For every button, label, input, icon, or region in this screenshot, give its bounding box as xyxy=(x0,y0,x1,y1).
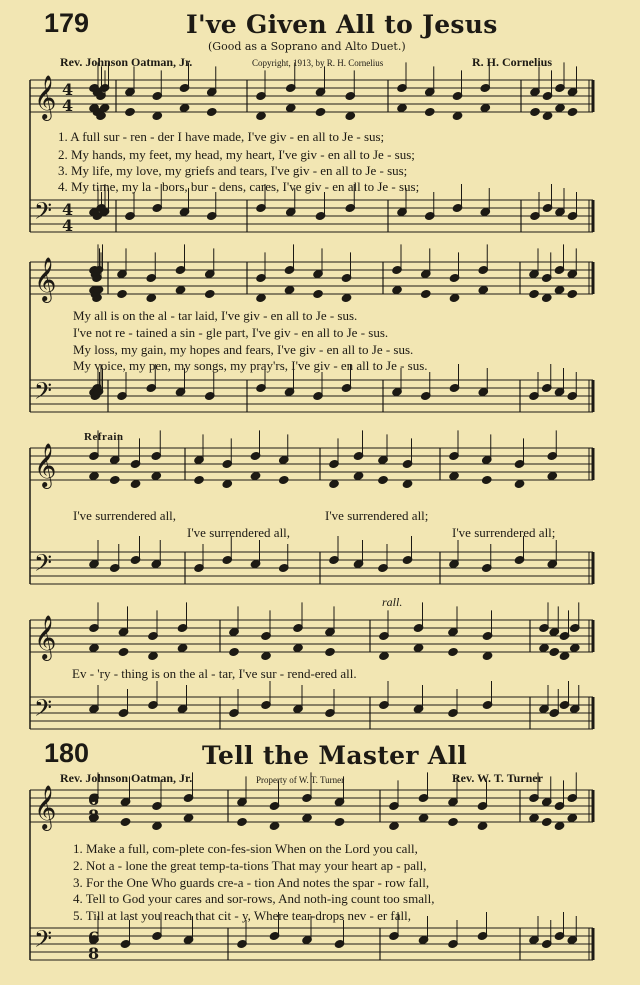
note-head xyxy=(482,475,492,484)
note-head xyxy=(334,817,344,826)
treble-clef-icon: 𝄞 xyxy=(34,257,57,301)
note-head xyxy=(539,643,549,652)
refrain-text-1: I've surrendered all, xyxy=(73,508,177,523)
note-head xyxy=(313,289,323,298)
time-signature-top: 4 xyxy=(62,200,74,219)
note-head xyxy=(179,103,189,112)
verse-180-1: 1. Make a full, com-plete con-fes-sion When on the Lord you call, xyxy=(73,841,418,856)
note-head xyxy=(117,289,127,298)
verse-180-5: 5. Till at last you reach that cit - y, Where tear-drops nev - er fall, xyxy=(73,908,411,923)
note-head xyxy=(293,643,303,652)
time-signature-top: 4 xyxy=(62,80,74,99)
refrain-text-4: I've surrendered all; xyxy=(452,525,556,540)
note-head xyxy=(302,813,312,822)
note-head xyxy=(421,289,431,298)
hymn-title: I've Given All to Jesus xyxy=(186,10,498,39)
note-head xyxy=(567,107,577,116)
note-head xyxy=(379,651,389,660)
treble-clef-icon: 𝄞 xyxy=(34,75,57,119)
note-head xyxy=(425,107,435,116)
hymn-number: 179 xyxy=(44,8,90,38)
note-head xyxy=(530,107,540,116)
refrain-text-5: Ev - 'ry - thing is on the al - tar, I've sur - rend-ered all. xyxy=(72,666,357,681)
hymn-subtitle: (Good as a Soprano and Alto Duet.) xyxy=(208,40,406,53)
bass-clef-icon: 𝄢 xyxy=(34,549,53,582)
note-head xyxy=(392,285,402,294)
note-head xyxy=(397,103,407,112)
note-head xyxy=(482,651,492,660)
note-head xyxy=(237,817,247,826)
verse-180-3: 3. For the One Who guards cre-a - tion And notes the spar - row fall, xyxy=(73,875,430,890)
copyright-notice: Copyright, 1913, by R. H. Cornelius xyxy=(252,58,384,68)
note-head xyxy=(542,111,552,120)
note-head xyxy=(567,813,577,822)
note-head xyxy=(514,479,524,488)
note-head xyxy=(542,817,552,826)
note-head xyxy=(547,471,557,480)
note-head xyxy=(125,107,135,116)
note-head xyxy=(567,289,577,298)
verse-2-line-1: 2. My hands, my feet, my head, my heart, I've giv - en all to Je - sus; xyxy=(58,147,415,162)
bass-clef-icon: 𝄢 xyxy=(34,925,53,958)
treble-clef-icon: 𝄞 xyxy=(34,785,57,829)
bass-clef-icon: 𝄢 xyxy=(34,694,53,727)
verse-180-4: 4. Tell to God your cares and sor-rows, And noth-ing count too small, xyxy=(73,891,435,906)
verse-2-line-2: I've not re - tained a sin - gle part, I've giv - en all to Je - sus. xyxy=(73,325,389,340)
lyricist-credit: Rev. Johnson Oatman, Jr. xyxy=(60,55,193,69)
note-head xyxy=(151,471,161,480)
verse-180-2: 2. Not a - lone the great temp-ta-tions That may your heart ap - pall, xyxy=(73,858,427,873)
note-head xyxy=(341,293,351,302)
verse-4-line-2: My voice, my pen, my songs, my pray'rs, I've giv - en all to Je - sus. xyxy=(73,358,428,373)
note-head xyxy=(554,821,564,830)
treble-clef-icon: 𝄞 xyxy=(34,615,57,659)
time-signature-bottom: 4 xyxy=(62,96,74,115)
note-head xyxy=(529,289,539,298)
note-head xyxy=(315,107,325,116)
note-head xyxy=(554,285,564,294)
note-head xyxy=(570,643,580,652)
note-head xyxy=(329,479,339,488)
note-head xyxy=(177,643,187,652)
note-head xyxy=(256,111,266,120)
note-head xyxy=(269,821,279,830)
verse-1-line-1: 1. A full sur - ren - der I have made, I've giv - en all to Je - sus; xyxy=(58,129,385,144)
note-head xyxy=(148,651,158,660)
bass-clef-icon: 𝄢 xyxy=(34,197,53,230)
refrain-text-3: I've surrendered all; xyxy=(325,508,429,523)
note-head xyxy=(286,103,296,112)
note-head xyxy=(389,821,399,830)
note-head xyxy=(378,475,388,484)
hymn-number-180: 180 xyxy=(44,738,90,768)
note-head xyxy=(402,479,412,488)
note-head xyxy=(480,103,490,112)
note-head xyxy=(183,813,193,822)
hymn-title-180: Tell the Master All xyxy=(202,741,468,770)
note-head xyxy=(152,821,162,830)
note-head xyxy=(353,471,363,480)
note-head xyxy=(449,293,459,302)
time-signature-top: 6 xyxy=(88,790,100,809)
composer-credit-180: Rev. W. T. Turner xyxy=(452,771,543,785)
note-head xyxy=(542,293,552,302)
note-head xyxy=(284,285,294,294)
note-head xyxy=(559,651,569,660)
time-signature-top: 6 xyxy=(88,928,100,947)
verse-3-line-2: My loss, my gain, my hopes and fears, I've giv - en all to Je - sus. xyxy=(73,342,414,357)
note-head xyxy=(279,475,289,484)
note-head xyxy=(555,103,565,112)
verse-4-line-1: 4. My time, my la - bors, bur - dens, cares, I've giv - en all to Je - sus; xyxy=(58,179,420,194)
note-head xyxy=(118,647,128,656)
note-head xyxy=(89,643,99,652)
time-signature-bottom: 4 xyxy=(62,216,74,235)
verse-1-line-2: My all is on the al - tar laid, I've giv - en all to Je - sus. xyxy=(73,308,358,323)
note-head xyxy=(194,475,204,484)
note-head xyxy=(256,293,266,302)
note-head xyxy=(449,471,459,480)
note-head xyxy=(549,647,559,656)
note-head xyxy=(250,471,260,480)
tempo-marking: rall. xyxy=(382,595,403,609)
bass-clef-icon: 𝄢 xyxy=(34,377,53,410)
note-head xyxy=(146,293,156,302)
note-head xyxy=(110,475,120,484)
note-head xyxy=(478,285,488,294)
refrain-text-2: I've surrendered all, xyxy=(187,525,291,540)
lyricist-credit-180: Rev. Johnson Oatman, Jr. xyxy=(60,771,193,785)
verse-3-line-1: 3. My life, my love, my griefs and tears, I've giv - en all to Je - sus; xyxy=(58,163,408,178)
note-head xyxy=(261,651,271,660)
note-head xyxy=(229,647,239,656)
note-head xyxy=(222,479,232,488)
copyright-notice-180: Property of W. T. Turner xyxy=(256,775,345,785)
note-head xyxy=(152,111,162,120)
note-head xyxy=(205,289,215,298)
time-signature-bottom: 8 xyxy=(88,944,100,963)
note-head xyxy=(413,643,423,652)
note-head xyxy=(120,817,130,826)
note-head xyxy=(207,107,217,116)
note-head xyxy=(175,285,185,294)
note-head xyxy=(89,471,99,480)
note-head xyxy=(477,821,487,830)
note-head xyxy=(325,647,335,656)
note-head xyxy=(529,813,539,822)
composer-credit: R. H. Cornelius xyxy=(472,55,553,69)
treble-clef-icon: 𝄞 xyxy=(34,443,57,487)
note-head xyxy=(448,647,458,656)
refrain-label: Refrain xyxy=(84,431,124,443)
note-head xyxy=(345,111,355,120)
note-head xyxy=(452,111,462,120)
time-signature-bottom: 8 xyxy=(88,806,100,825)
note-head xyxy=(130,479,140,488)
note-head xyxy=(448,817,458,826)
note-head xyxy=(418,813,428,822)
